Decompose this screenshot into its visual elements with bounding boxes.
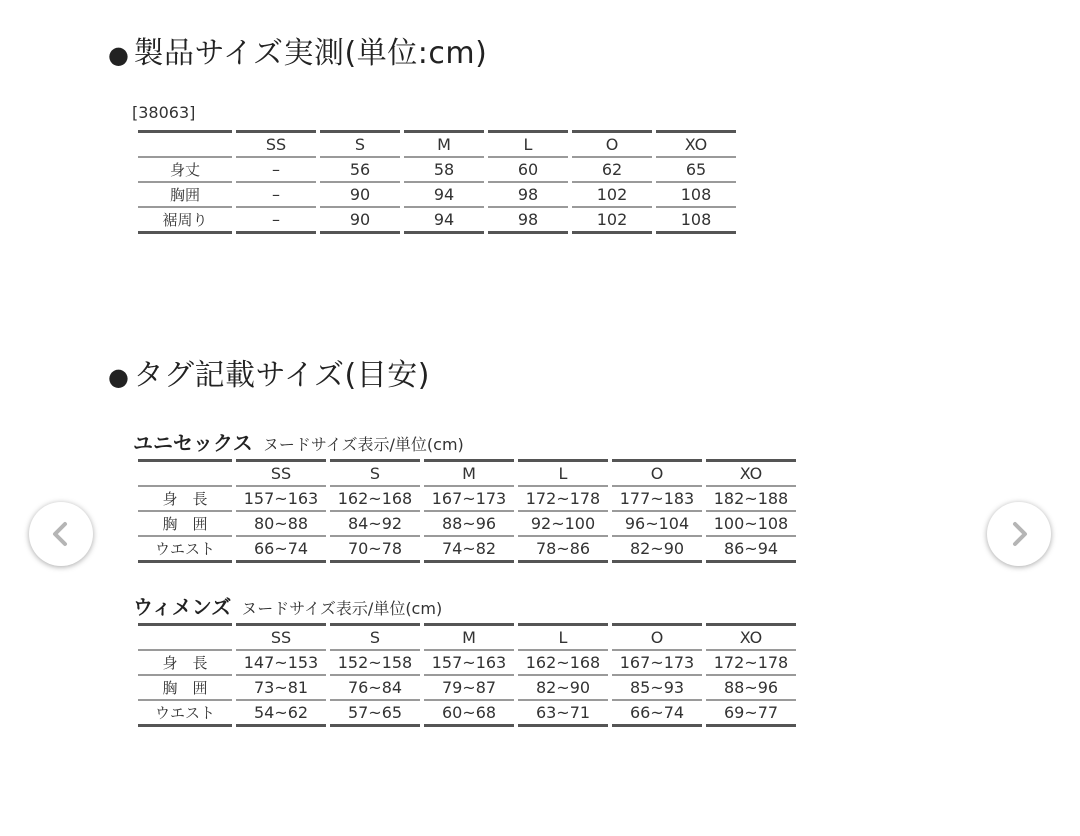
table-row [138,537,796,563]
table-cell: 82~90 [518,676,608,701]
table-cell: 172~178 [518,487,608,512]
table-cell: 63~71 [518,701,608,727]
size-header-cell: XO [706,623,796,651]
table-cell: 177~183 [612,487,702,512]
table-cell: 85~93 [612,676,702,701]
table-cell: 94 [404,183,484,208]
table-row [138,676,796,701]
table-cell: 88~96 [706,676,796,701]
table-cell: 66~74 [236,537,326,563]
size-header-cell: XO [656,130,736,158]
table-row [138,487,796,512]
bullet-icon: ● [108,363,130,391]
table-row [138,512,796,537]
size-header-cell: L [488,130,568,158]
bullet-icon: ● [108,41,130,69]
row-label: 身 長 [138,487,232,512]
row-label: 胸 囲 [138,676,232,701]
table-row [138,158,736,183]
row-label: ウエスト [138,537,232,563]
table-cell: 147~153 [236,651,326,676]
size-header-cell: O [612,623,702,651]
table-cell: 88~96 [424,512,514,537]
table-cell: 172~178 [706,651,796,676]
table-cell: 60 [488,158,568,183]
table-cell: 84~92 [330,512,420,537]
size-header-cell: SS [236,623,326,651]
row-label: 裾周り [138,208,232,234]
table-cell: 108 [656,183,736,208]
size-header-cell: M [404,130,484,158]
table-cell: 69~77 [706,701,796,727]
table-cell: 157~163 [424,651,514,676]
row-label: 胸囲 [138,183,232,208]
table-cell: 96~104 [612,512,702,537]
table-cell: 66~74 [612,701,702,727]
model-code: [38063] [132,103,196,122]
size-header-cell: O [612,459,702,487]
table-cell: 70~78 [330,537,420,563]
header-row [138,459,796,487]
table-cell: 73~81 [236,676,326,701]
table-cell: 56 [320,158,400,183]
size-header-cell: S [320,130,400,158]
row-label: ウエスト [138,701,232,727]
table-row [138,183,736,208]
size-header-cell: L [518,459,608,487]
table-cell: 152~158 [330,651,420,676]
table-cell: 162~168 [330,487,420,512]
table-cell: 162~168 [518,651,608,676]
row-label: 胸 囲 [138,512,232,537]
womens-title: ウィメンズ ヌードサイズ表示/単位(cm) [133,595,443,619]
table-cell: 102 [572,183,652,208]
table-cell: 74~82 [424,537,514,563]
table-row [138,701,796,727]
table-cell: 62 [572,158,652,183]
table-cell: 182~188 [706,487,796,512]
table-cell: 54~62 [236,701,326,727]
unisex-size-table [134,459,800,563]
table-cell: 78~86 [518,537,608,563]
table-cell: 79~87 [424,676,514,701]
size-header-cell: S [330,459,420,487]
table-cell: 94 [404,208,484,234]
table-row [138,208,736,234]
corner-cell [138,623,232,651]
size-header-cell: S [330,623,420,651]
table-cell: – [236,158,316,183]
table-cell: 92~100 [518,512,608,537]
row-label: 身丈 [138,158,232,183]
table-cell: 76~84 [330,676,420,701]
prev-image-button[interactable] [29,502,93,566]
product-size-table [134,130,740,234]
table-cell: 57~65 [330,701,420,727]
size-header-cell: SS [236,130,316,158]
table-cell: 80~88 [236,512,326,537]
unisex-title: ユニセックス ヌードサイズ表示/単位(cm) [133,431,464,455]
row-label: 身 長 [138,651,232,676]
table-cell: 108 [656,208,736,234]
table-cell: 157~163 [236,487,326,512]
table-cell: 90 [320,208,400,234]
corner-cell [138,130,232,158]
table-cell: – [236,208,316,234]
table-cell: 86~94 [706,537,796,563]
size-header-cell: M [424,623,514,651]
table-cell: 100~108 [706,512,796,537]
header-row [138,623,796,651]
womens-size-table [134,623,800,727]
size-header-cell: XO [706,459,796,487]
table-cell: 167~173 [424,487,514,512]
table-cell: 102 [572,208,652,234]
table-cell: 65 [656,158,736,183]
chevron-right-icon [1006,521,1032,547]
product-size-heading: ● 製品サイズ実測(単位:cm) [108,36,488,71]
corner-cell [138,459,232,487]
table-row [138,651,796,676]
header-row [138,130,736,158]
size-header-cell: SS [236,459,326,487]
next-image-button[interactable] [987,502,1051,566]
chevron-left-icon [48,521,74,547]
size-header-cell: L [518,623,608,651]
table-cell: 82~90 [612,537,702,563]
table-cell: 58 [404,158,484,183]
size-header-cell: O [572,130,652,158]
table-cell: 167~173 [612,651,702,676]
table-cell: 90 [320,183,400,208]
table-cell: 60~68 [424,701,514,727]
size-header-cell: M [424,459,514,487]
table-cell: – [236,183,316,208]
tag-size-heading: ● タグ記載サイズ(目安) [108,358,430,393]
table-cell: 98 [488,183,568,208]
table-cell: 98 [488,208,568,234]
